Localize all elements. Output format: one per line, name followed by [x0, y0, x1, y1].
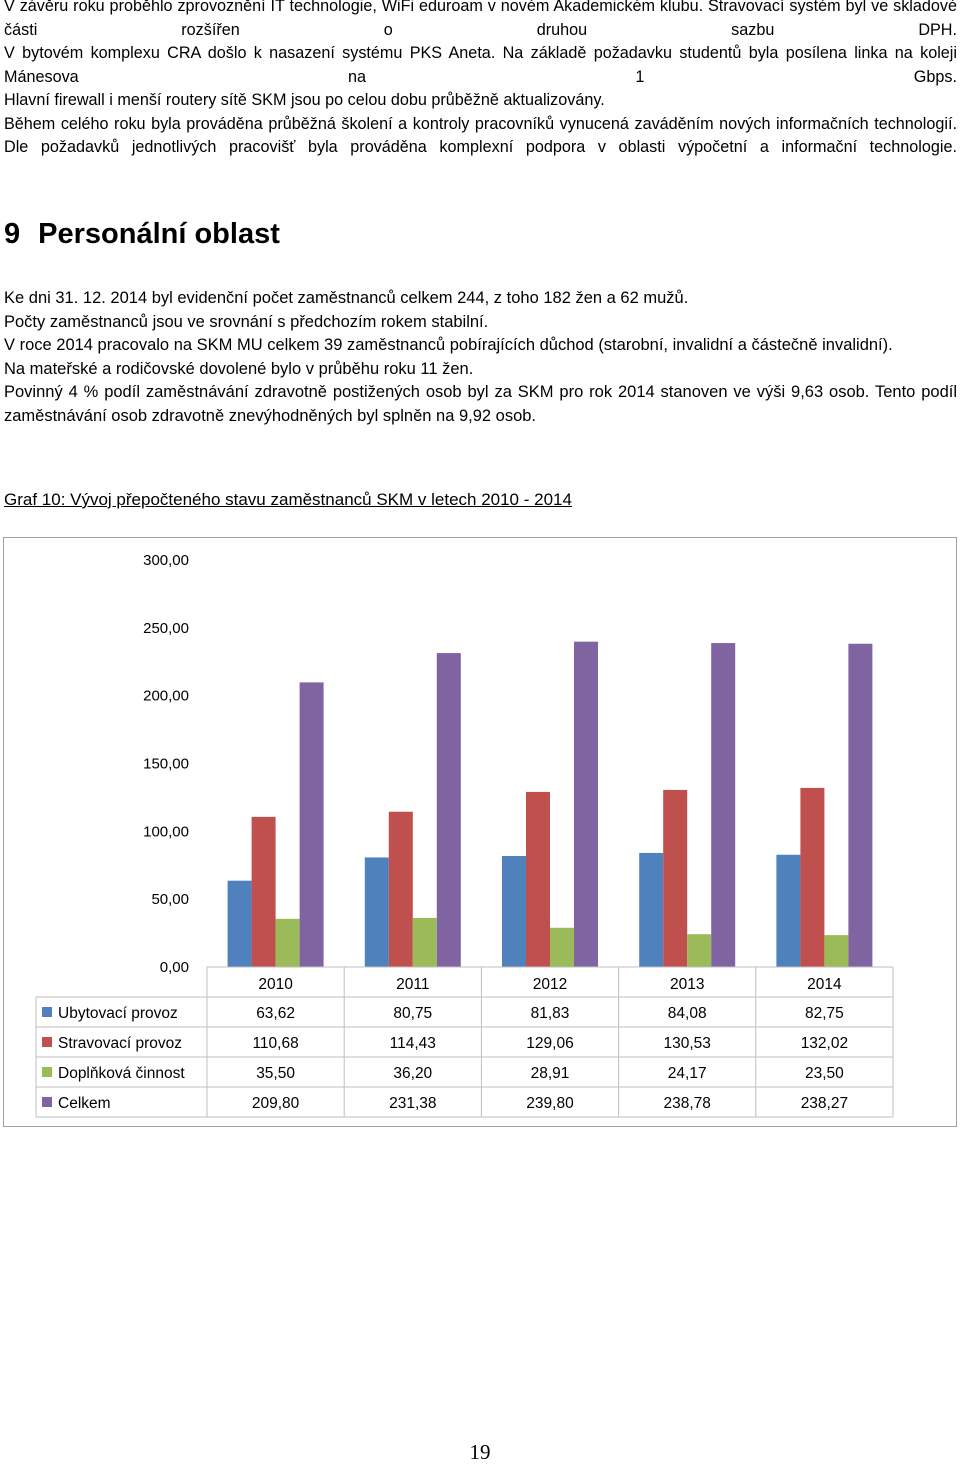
data-label: 84,08 [667, 1005, 707, 1022]
data-label: 63,62 [256, 1005, 295, 1022]
y-tick-label: 200,00 [143, 687, 189, 705]
bar-celkem [437, 653, 461, 967]
data-label: 129,06 [526, 1035, 574, 1052]
bar-ubytovací-provoz [639, 853, 663, 967]
bar-doplňková-činnost [687, 934, 711, 967]
data-label: 80,75 [393, 1005, 433, 1022]
intro-paragraph: V závěru roku proběhlo zprovoznění IT technologie, WiFi eduroam v novém Akademickém klubu. Stravovací systém byl ve skladové části rozšířen o druhou sazbu DPH. [4, 0, 957, 39]
data-label: 36,20 [393, 1065, 433, 1082]
page-number: 19 [469, 1440, 491, 1464]
section-number: 9 [4, 218, 21, 250]
legend-label: Celkem [58, 1095, 111, 1112]
bar-stravovací-provoz [800, 788, 824, 967]
intro-paragraph: Hlavní firewall i menší routery sítě SKM jsou po celou dobu průběžně aktualizovány. [4, 91, 605, 109]
bar-celkem [711, 643, 735, 967]
legend-label: Stravovací provoz [58, 1035, 183, 1052]
bar-doplňková-činnost [413, 918, 437, 967]
legend-label: Ubytovací provoz [58, 1005, 178, 1022]
bar-doplňková-činnost [824, 935, 848, 967]
section-heading [4, 218, 280, 251]
data-label: 238,27 [800, 1095, 849, 1112]
data-label: 209,80 [251, 1095, 300, 1112]
personal-paragraph: V roce 2014 pracovalo na SKM MU celkem 39 zaměstnanců pobírajících důchod (starobní, invalidní a částečně invalidní). [4, 336, 893, 354]
legend-swatch [42, 1067, 52, 1077]
bar-chart [4, 538, 958, 1128]
bar-doplňková-činnost [276, 919, 300, 967]
bar-stravovací-provoz [663, 790, 687, 967]
y-tick-label: 100,00 [143, 823, 189, 841]
y-tick-label: 300,00 [143, 552, 189, 569]
data-label: 24,17 [667, 1065, 707, 1082]
personal-paragraph: Počty zaměstnanců jsou ve srovnání s předchozím rokem stabilní. [4, 312, 489, 331]
intro-text [4, 0, 957, 160]
bar-doplňková-činnost [550, 928, 574, 967]
section-title: Personální oblast [38, 218, 280, 250]
category-label: 2012 [532, 976, 568, 993]
data-label: 28,91 [530, 1065, 570, 1082]
bar-stravovací-provoz [252, 817, 276, 967]
y-tick-label: 150,00 [143, 755, 189, 773]
bar-ubytovací-provoz [228, 881, 252, 967]
data-label: 114,43 [389, 1035, 436, 1052]
data-label: 23,50 [805, 1065, 844, 1082]
personal-paragraph: Povinný 4 % podíl zaměstnávání zdravotně postižených osob byl za SKM pro rok 2014 stanoven ve výši 9,63 osob. Tento podíl zaměstnávání osob zdravotně znevýhodněných byl splněn na 9,92 osob. [4, 383, 957, 425]
legend-swatch [42, 1007, 52, 1017]
category-label: 2011 [396, 976, 430, 993]
personal-paragraph: Na mateřské a rodičovské dovolené bylo v průběhu roku 11 žen. [4, 359, 474, 378]
bar-stravovací-provoz [389, 812, 413, 967]
y-tick-label: 50,00 [151, 891, 189, 909]
data-label: 130,53 [663, 1035, 711, 1052]
intro-paragraph: V bytovém komplexu CRA došlo k nasazení systému PKS Aneta. Na základě požadavku studentů byla posílena linka na koleji Mánesova na 1 Gbps. [4, 44, 957, 86]
data-label: 81,83 [530, 1005, 570, 1022]
y-tick-label: 0,00 [159, 959, 189, 976]
data-label: 110,68 [252, 1035, 299, 1052]
bar-ubytovací-provoz [776, 855, 800, 967]
legend-swatch [42, 1037, 52, 1047]
data-label: 82,75 [805, 1005, 844, 1022]
bar-celkem [574, 642, 598, 967]
bar-ubytovací-provoz [502, 856, 526, 967]
legend-label: Doplňková činnost [58, 1065, 185, 1082]
personal-paragraph: Ke dni 31. 12. 2014 byl evidenční počet zaměstnanců celkem 244, z toho 182 žen a 62 mužů. [4, 289, 689, 307]
category-label: 2014 [807, 976, 842, 993]
data-label: 239,80 [526, 1095, 574, 1112]
data-label: 35,50 [256, 1065, 295, 1082]
category-label: 2013 [669, 976, 705, 993]
category-label: 2010 [258, 976, 293, 993]
intro-paragraph: Během celého roku byla prováděna průběžná školení a kontroly pracovníků vynucená zaváděním nových informačních technologií. Dle požadavků jednotlivých pracovišť byla prováděna komplexní podpora v oblasti výpočetní a informační technologie. [4, 114, 957, 156]
chart-title: Graf 10: Vývoj přepočteného stavu zaměstnanců SKM v letech 2010 - 2014 [4, 490, 572, 509]
bar-stravovací-provoz [526, 792, 550, 967]
data-label: 238,78 [663, 1095, 711, 1112]
personal-text [4, 287, 957, 428]
data-label: 132,02 [800, 1035, 849, 1052]
y-tick-label: 250,00 [143, 619, 189, 637]
legend-swatch [42, 1097, 52, 1107]
bar-celkem [300, 682, 324, 967]
data-label: 231,38 [389, 1095, 437, 1112]
chart-container [3, 537, 957, 1127]
bar-celkem [848, 644, 872, 967]
bar-ubytovací-provoz [365, 857, 389, 967]
